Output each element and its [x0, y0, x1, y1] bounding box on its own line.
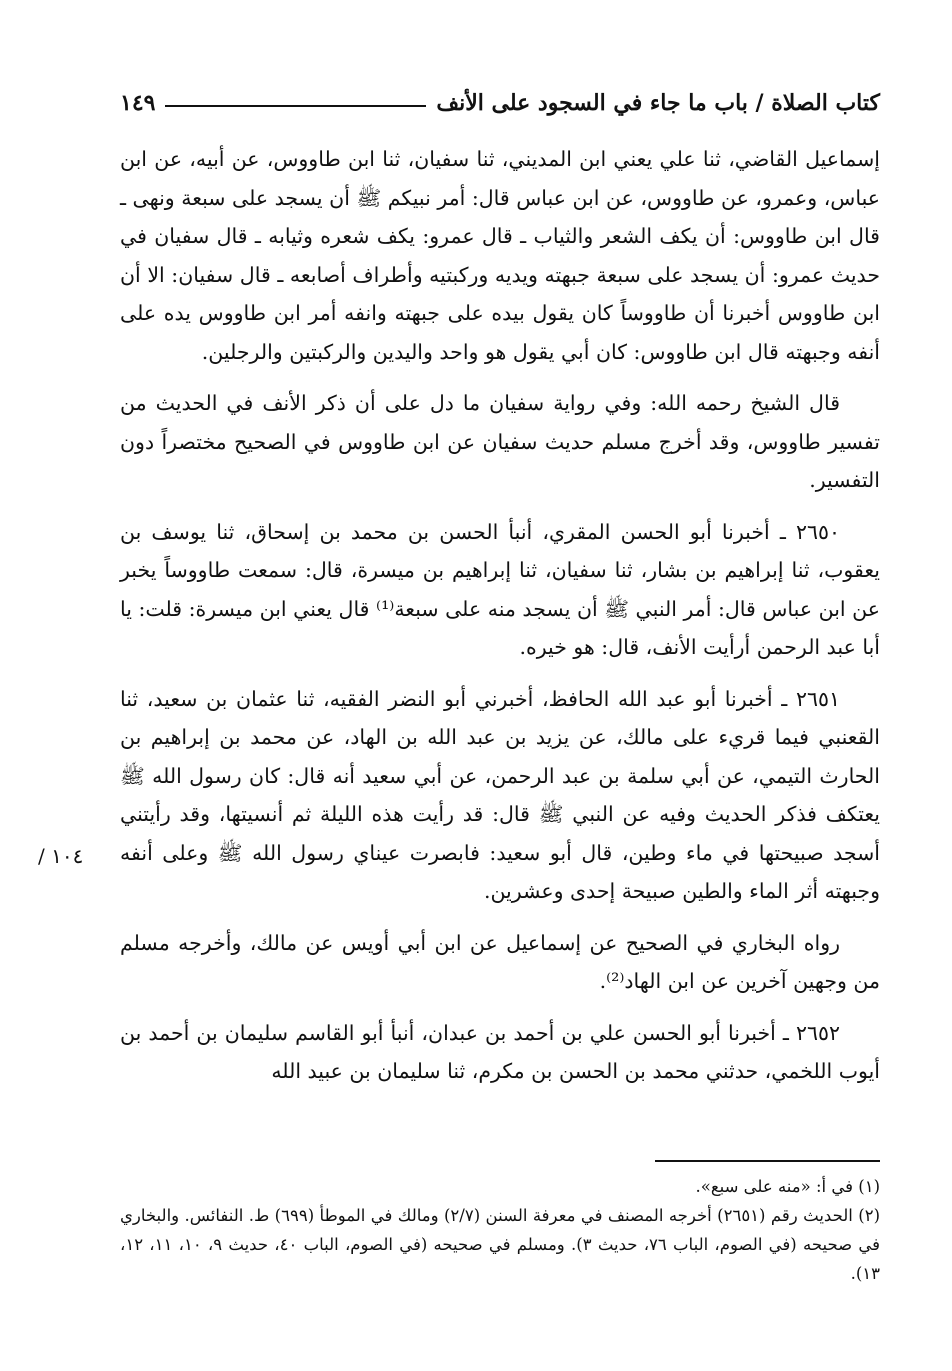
main-text [120, 140, 880, 1104]
page-header [120, 86, 880, 120]
hadith-2651: ٢٦٥١ ـ أخبرنا أبو عبد الله الحافظ، أخبرني أبو النضر الفقيه، ثنا عثمان بن سعيد، ثنا القعنبي فيما قريء على مالك، عن يزيد بن عبد الله بن الهاد، عن محمد بن إبراهيم بن الحارث التيمي، عن أبي سلمة بن عبد الرحمن، عن أبي سعيد أنه قال: كان رسول الله ﷺ يعتكف فذكر الحديث وفيه عن النبي ﷺ قال: قد رأيت هذه الليلة ثم أنسيتها، وقد رأيتني أسجد صبيحتها في ماء وطين، قال أبو سعيد: فابصرت عيناي رسول الله ﷺ وعلى أنفه وجبهته أثر الماء والطين صبيحة إحدى وعشرين. [120, 686, 880, 903]
page-number: ١٤٩ [120, 90, 156, 116]
paragraph: رواه البخاري في الصحيح عن إسماعيل عن ابن أبي أويس عن مالك، وأخرجه مسلم من وجهين آخرين عن ابن الهاد⁽²⁾. [120, 930, 880, 993]
margin-page-marker: ١٠٤ / [38, 844, 84, 868]
chapter-title: كتاب الصلاة / باب ما جاء في السجود على الأنف [436, 90, 880, 116]
hadith-2652: ٢٦٥٢ ـ أخبرنا أبو الحسن علي بن أحمد بن عبدان، أنبأ أبو القاسم سليمان بن أحمد بن أيوب اللخمي، حدثني محمد بن الحسن بن مكرم، ثنا سليمان بن عبيد الله [120, 1020, 880, 1083]
header-rule [165, 105, 426, 107]
footnote: (٢) الحديث رقم (٢٦٥١) أخرجه المصنف في معرفة السنن (٢/٧) ومالك في الموطأ (٦٩٩) ط. النفائس. والبخاري في صحيحه (في الصوم، الباب ٧٦، حديث ٣). ومسلم في صحيحه (في الصوم، الباب ٤٠، حديث ٩، ١٠، ١١، ١٢، ١٣). [120, 1206, 880, 1283]
footnotes [120, 1172, 880, 1288]
paragraph: إسماعيل القاضي، ثنا علي يعني ابن المديني، ثنا سفيان، ثنا ابن طاووس، عن أبيه، عن ابن عباس، وعمرو، عن طاووس، عن ابن عباس قال: أمر نبيكم ﷺ أن يسجد على سبعة ونهى ـ قال ابن طاووس: أن يكف الشعر والثياب ـ قال عمرو: يكف شعره وثيابه ـ قال سفيان في حديث عمرو: أن يسجد على سبعة جبهته ويديه وركبتيه وأطراف أصابعه ـ قال سفيان: الا أن ابن طاووس أخبرنا أن طاووساً كان يقول بيده على جبهته وانفه أمر ابن طاووس يده على أنفه وجبهته قال ابن طاووس: كان أبي يقول هو واحد واليدين والركبتين والرجلين. [120, 147, 880, 364]
hadith-2650: ٢٦٥٠ ـ أخبرنا أبو الحسن المقري، أنبأ الحسن بن محمد بن إسحاق، ثنا يوسف بن يعقوب، ثنا إبراهيم بن بشار، ثنا سفيان، ثنا إبراهيم بن ميسرة، قال: سمعت طاووساً يخبر عن ابن عباس قال: أمر النبي ﷺ أن يسجد منه على سبعة⁽¹⁾ قال يعني ابن ميسرة: قلت: يا أبا عبد الرحمن أرأيت الأنف، قال: هو خيره. [120, 519, 880, 659]
footnote-divider [655, 1160, 880, 1162]
footnote: (١) في أ: «منه على سبع». [695, 1177, 880, 1196]
paragraph: قال الشيخ رحمه الله: وفي رواية سفيان ما دل على أن ذكر الأنف في الحديث من تفسير طاووس، وقد أخرج مسلم حديث سفيان عن ابن طاووس في الصحيح مختصراً دون التفسير. [120, 391, 880, 492]
